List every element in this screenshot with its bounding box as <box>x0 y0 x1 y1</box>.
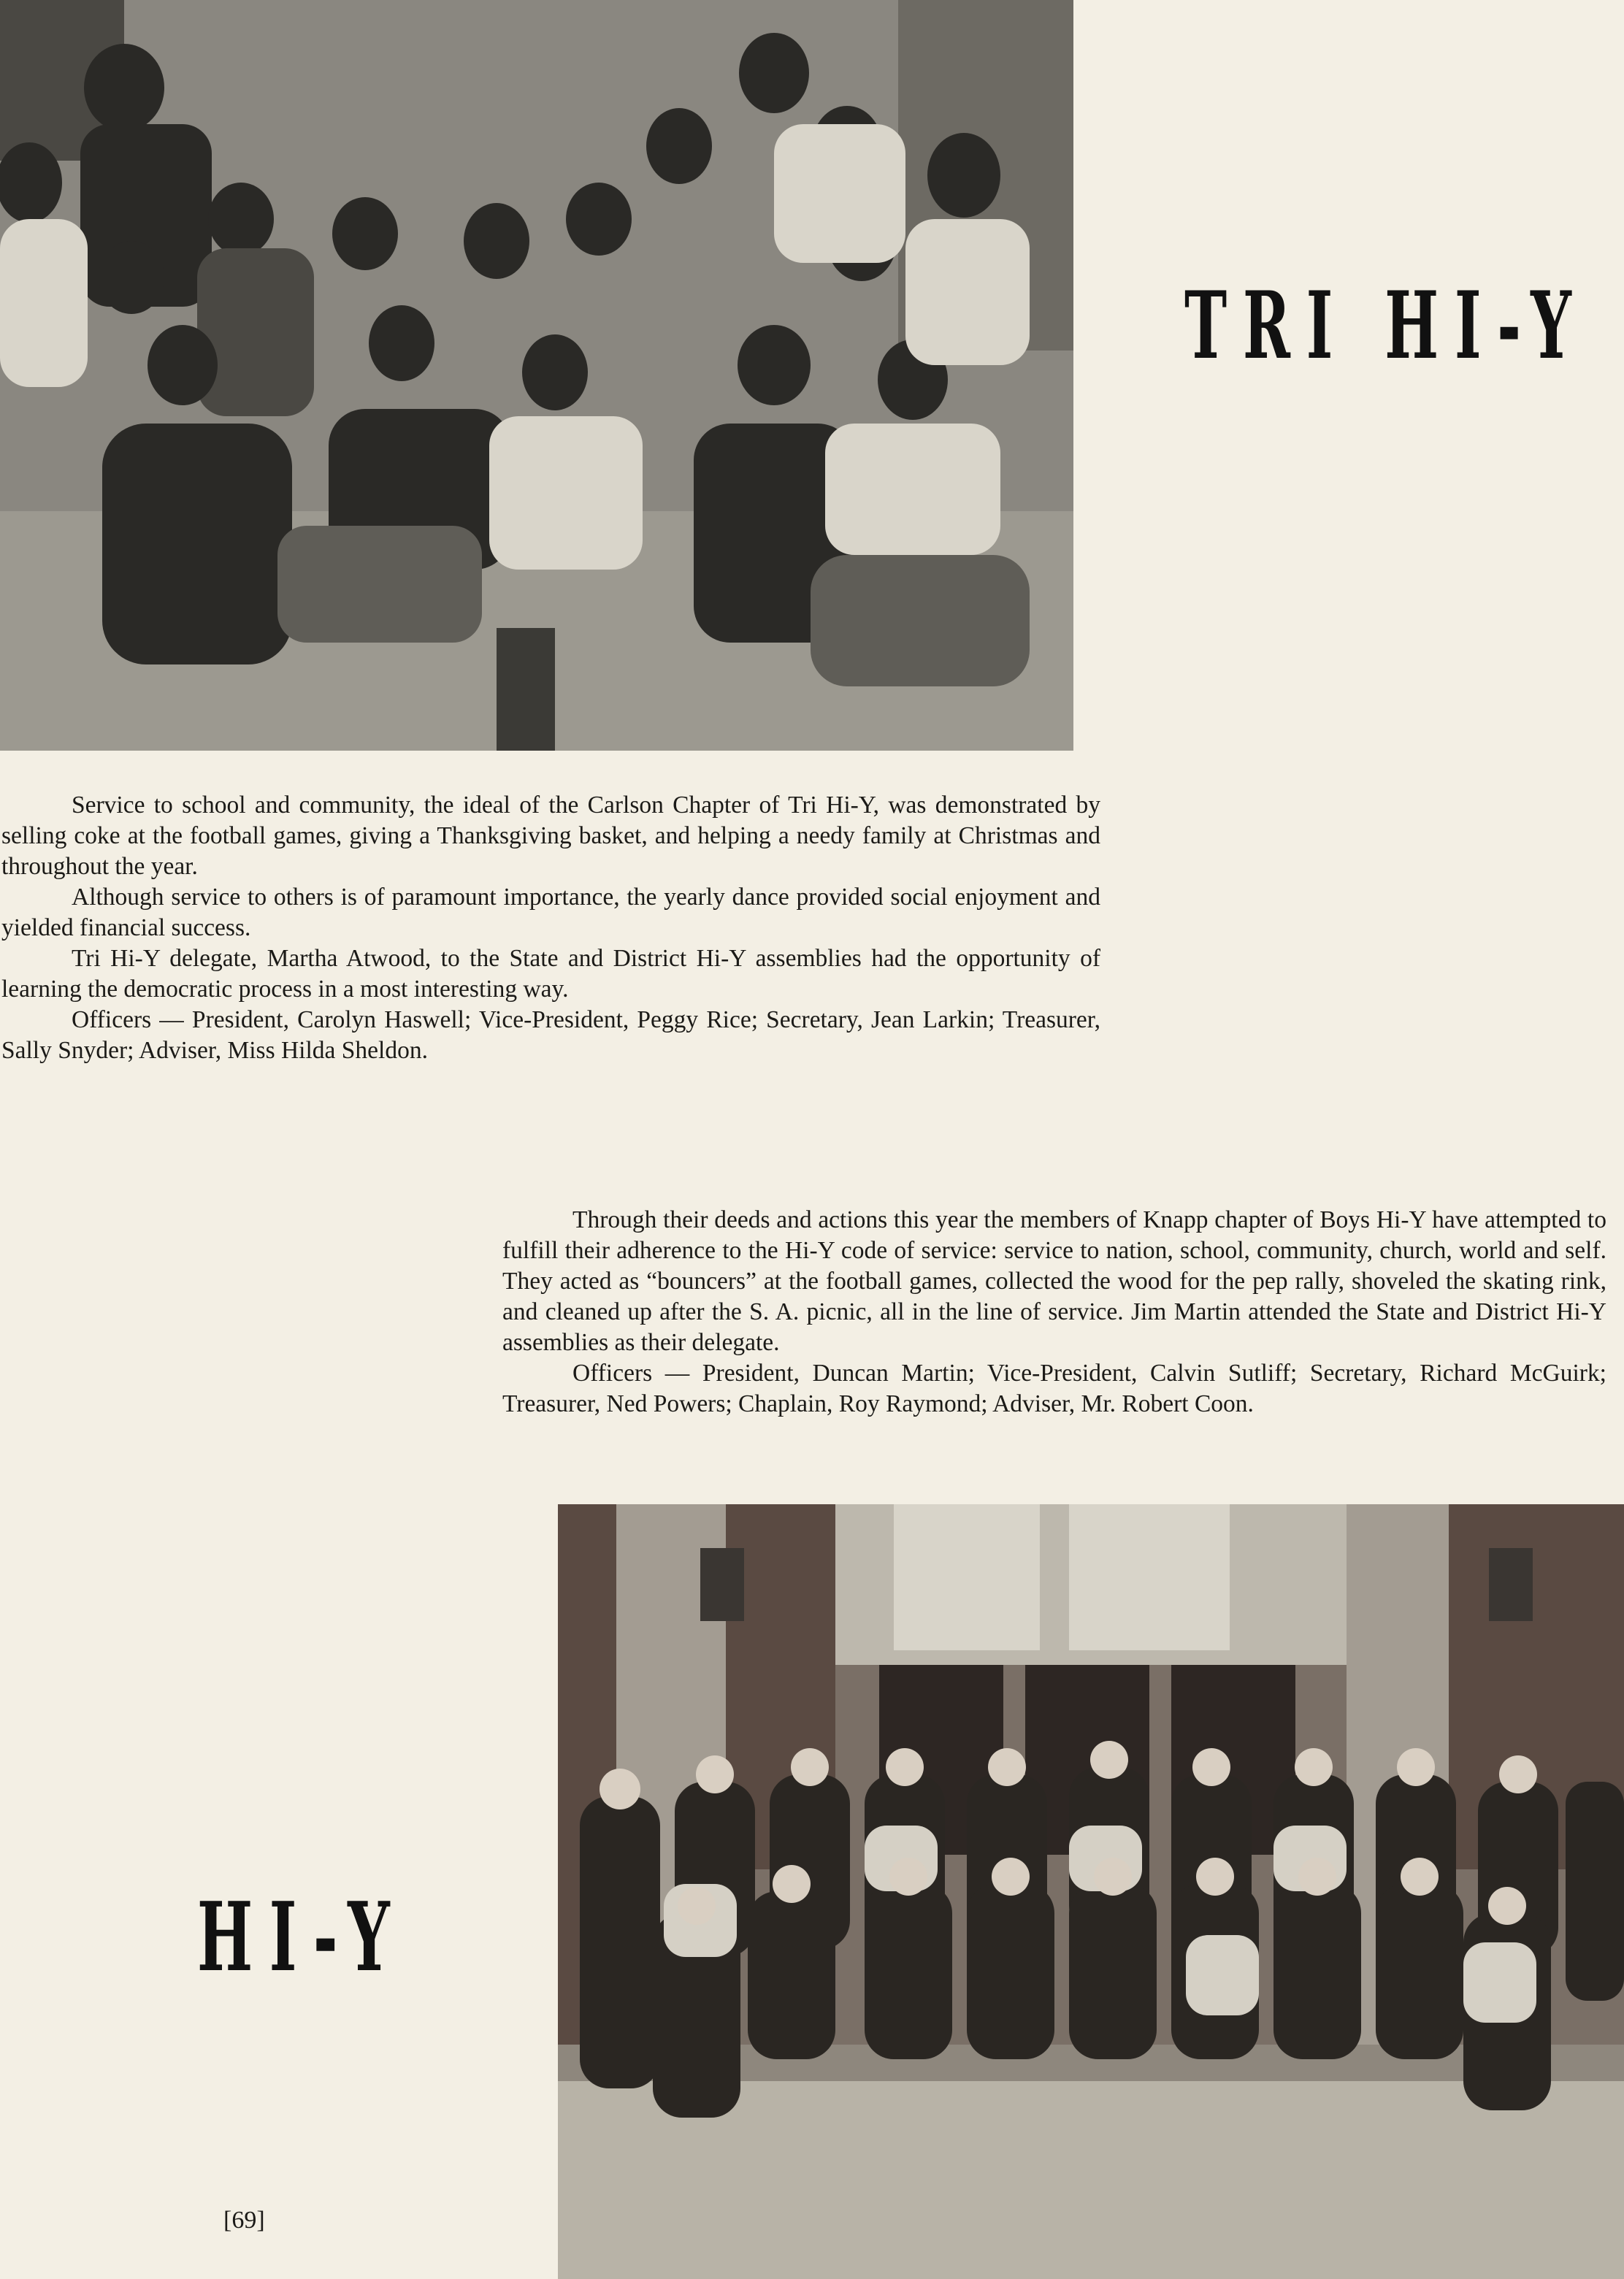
hiy-text <box>502 1205 1606 1420</box>
hiy-heading: HI-Y <box>197 1881 407 1993</box>
tri-hiy-paragraph-2: Although service to others is of paramount importance, the yearly dance provided social enjoyment and yielded financial success. <box>1 884 1100 941</box>
hiy-officers: Officers — President, Duncan Martin; Vice-President, Calvin Sutliff; Secretary, Richard McGuirk; Treasurer, Ned Powers; Chaplain, Roy Raymond; Adviser, Mr. Robert Coon. <box>502 1360 1606 1417</box>
page-number: [69] <box>223 2207 265 2234</box>
tri-hiy-paragraph-3: Tri Hi-Y delegate, Martha Atwood, to the State and District Hi-Y assemblies had the opportunity of learning the democratic process in a most interesting way. <box>1 945 1100 1003</box>
hiy-paragraph-1: Through their deeds and actions this year the members of Knapp chapter of Boys Hi-Y have attempted to fulfill their adherence to the Hi-Y code of service: service to nation, school, community, church, world and self. They acted as “bouncers” at the football games, collected the wood for the pep rally, shoveled the skating rink, and cleaned up after the S. A. picnic, all in the line of service. Jim Martin attended the State and District Hi-Y assemblies as their delegate. <box>502 1206 1606 1356</box>
hiy-group-photo <box>558 1504 1624 2279</box>
tri-hiy-heading: TRI HI-Y <box>1184 272 1587 380</box>
tri-hiy-group-photo <box>0 0 1073 751</box>
tri-hiy-text <box>1 790 1100 1066</box>
tri-hiy-paragraph-1: Service to school and community, the ideal of the Carlson Chapter of Tri Hi-Y, was demonstrated by selling coke at the football games, giving a Thanksgiving basket, and helping a needy family at Christmas and throughout the year. <box>1 792 1100 880</box>
tri-hiy-officers: Officers — President, Carolyn Haswell; Vice-President, Peggy Rice; Secretary, Jean Larkin; Treasurer, Sally Snyder; Adviser, Miss Hilda Sheldon. <box>1 1006 1100 1064</box>
